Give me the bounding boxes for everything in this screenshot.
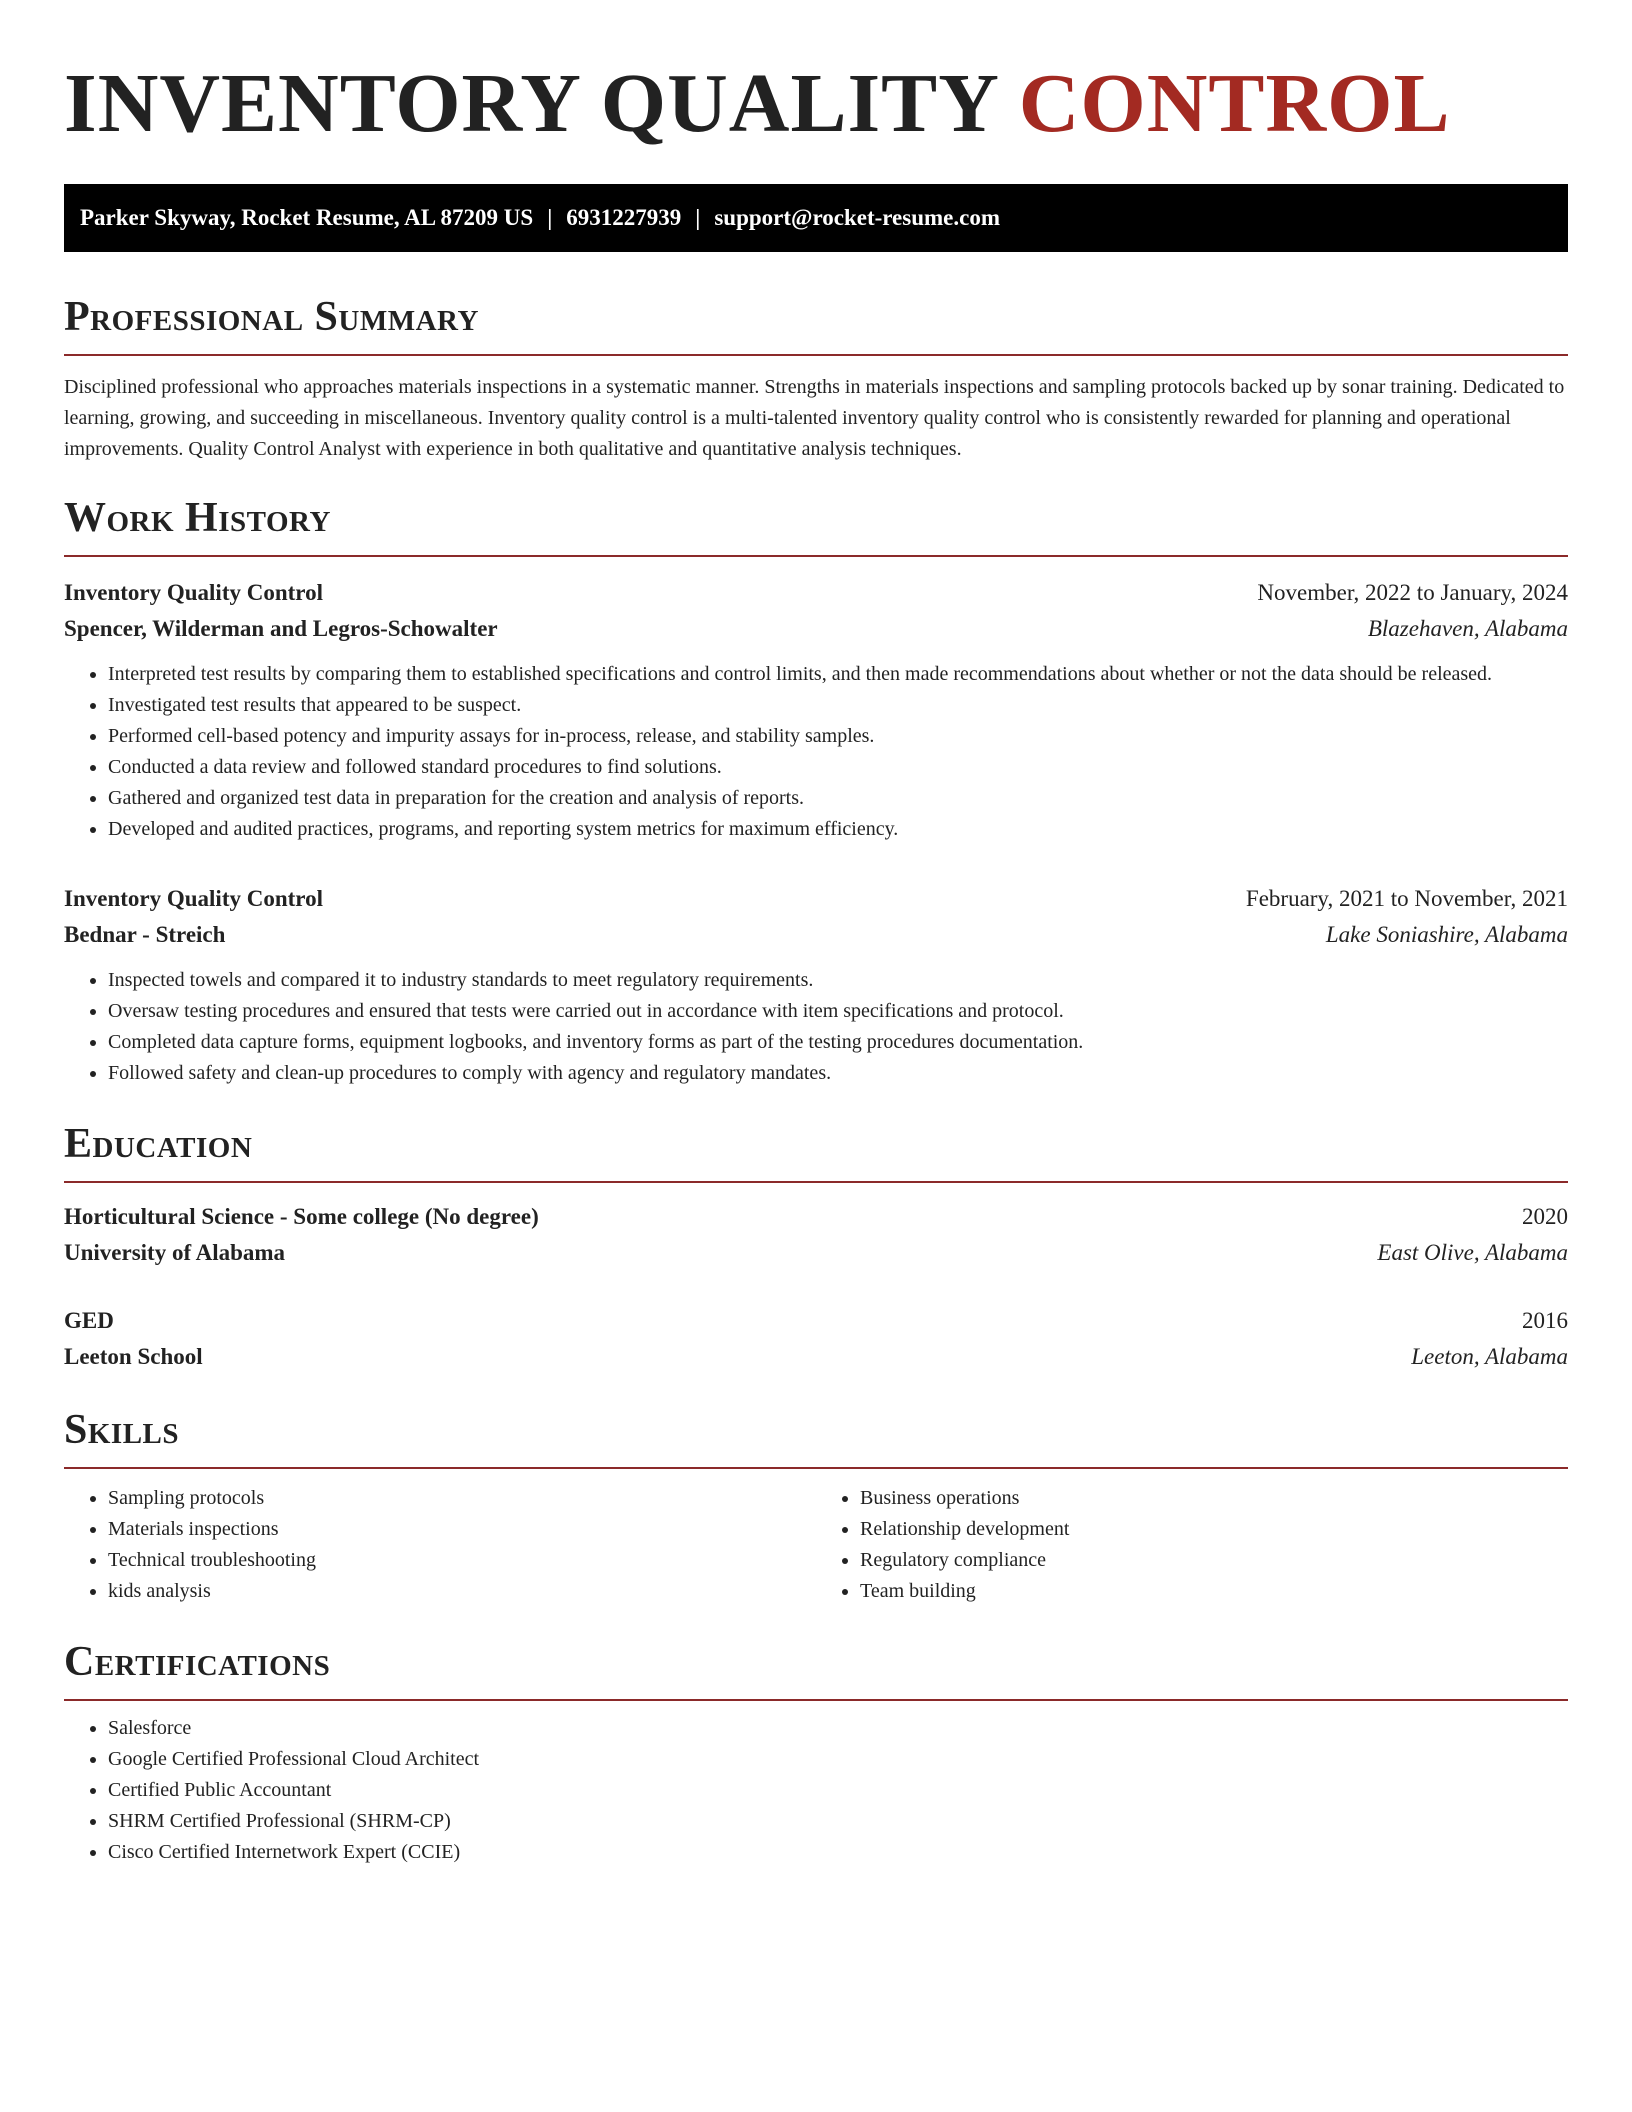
job-bullets xyxy=(64,965,1568,1089)
job-bullet: • Developed and audited practices, programs, and reporting system metrics for maximum efficiency. xyxy=(108,814,1568,845)
job-title: Inventory Quality Control xyxy=(64,886,323,911)
certification-item: • Salesforce xyxy=(108,1713,1568,1744)
job-company-row xyxy=(64,917,1568,953)
education-degree-row xyxy=(64,1199,1568,1235)
skill-item: • Regulatory compliance xyxy=(860,1545,1568,1576)
education-school: University of Alabama xyxy=(64,1240,286,1265)
contact-email: support@rocket-resume.com xyxy=(714,205,1000,230)
job-dates: November, 2022 to January, 2024 xyxy=(1257,580,1568,605)
summary-text: Disciplined professional who approaches materials inspections in a systematic manner. Strengths in materials inspections and sampling protocols backed up by sonar training. Dedicated to learning, growing, and succeeding in miscellaneous. Inventory quality control is a multi-talented inventory quality control who is consistently rewarded for planning and operational improvements. Quality Control Analyst with experience in both qualitative and quantitative analysis techniques. xyxy=(64,376,1565,460)
job-company: Bednar - Streich xyxy=(64,922,226,947)
contact-bar xyxy=(64,184,1568,252)
section-heading-skills: Skills xyxy=(64,1405,1568,1469)
resume-title xyxy=(64,0,1568,152)
education-school: Leeton School xyxy=(64,1344,203,1369)
education-degree-row xyxy=(64,1303,1568,1339)
education-school-row xyxy=(64,1235,1568,1271)
education-degree: GED xyxy=(64,1308,114,1333)
skills-column-left xyxy=(64,1483,816,1607)
skills-column-right xyxy=(816,1483,1568,1607)
contact-phone: 6931227939 xyxy=(566,205,682,230)
section-heading-work: Work History xyxy=(64,493,1568,557)
job-company-row xyxy=(64,611,1568,647)
contact-address: Parker Skyway, Rocket Resume, AL 87209 US xyxy=(80,205,534,230)
section-heading-summary: Professional Summary xyxy=(64,292,1568,356)
job-title: Inventory Quality Control xyxy=(64,580,323,605)
job-bullet: • Inspected towels and compared it to industry standards to meet regulatory requirements. xyxy=(108,965,1568,996)
job-bullet: • Gathered and organized test data in preparation for the creation and analysis of reports. xyxy=(108,783,1568,814)
education-year: 2016 xyxy=(1522,1308,1568,1333)
skill-item: • Team building xyxy=(860,1576,1568,1607)
section-heading-certifications: Certifications xyxy=(64,1637,1568,1701)
job-header-row xyxy=(64,575,1568,611)
skill-item: • Technical troubleshooting xyxy=(108,1545,816,1576)
skill-item: • Business operations xyxy=(860,1483,1568,1514)
skill-item: • Relationship development xyxy=(860,1514,1568,1545)
contact-separator: | xyxy=(695,205,701,230)
job-bullet: • Interpreted test results by comparing them to established specifications and control limits, and then made recommendations about whether or not the data should be released. xyxy=(108,659,1568,690)
skill-item: • kids analysis xyxy=(108,1576,816,1607)
education-entry xyxy=(64,1199,1568,1271)
work-history-section xyxy=(64,493,1568,1089)
certification-item: • Cisco Certified Internetwork Expert (CCIE) xyxy=(108,1837,1568,1868)
skill-item: • Sampling protocols xyxy=(108,1483,816,1514)
job-bullet: • Investigated test results that appeared to be suspect. xyxy=(108,690,1568,721)
job-company: Spencer, Wilderman and Legros-Schowalter xyxy=(64,616,498,641)
education-school-row xyxy=(64,1339,1568,1375)
job-location: Lake Soniashire, Alabama xyxy=(1325,922,1568,947)
job-bullets xyxy=(64,659,1568,845)
title-main: INVENTORY QUALITY xyxy=(64,57,997,150)
job-entry xyxy=(64,575,1568,845)
certifications-list xyxy=(64,1713,1568,1868)
education-section xyxy=(64,1119,1568,1375)
job-bullet: • Followed safety and clean-up procedures to comply with agency and regulatory mandates. xyxy=(108,1058,1568,1089)
contact-separator: | xyxy=(547,205,553,230)
education-entry xyxy=(64,1303,1568,1375)
job-header-row xyxy=(64,881,1568,917)
certification-item: • SHRM Certified Professional (SHRM-CP) xyxy=(108,1806,1568,1837)
job-bullet: • Completed data capture forms, equipment logbooks, and inventory forms as part of the testing procedures documentation. xyxy=(108,1027,1568,1058)
certification-item: • Certified Public Accountant xyxy=(108,1775,1568,1806)
job-bullet: • Conducted a data review and followed standard procedures to find solutions. xyxy=(108,752,1568,783)
job-bullet: • Oversaw testing procedures and ensured that tests were carried out in accordance with item specifications and protocol. xyxy=(108,996,1568,1027)
skills-section xyxy=(64,1405,1568,1607)
job-entry xyxy=(64,881,1568,1089)
certifications-section xyxy=(64,1637,1568,1868)
education-location: Leeton, Alabama xyxy=(1411,1344,1568,1369)
title-accent: CONTROL xyxy=(1018,57,1451,150)
skills-grid xyxy=(64,1483,1568,1607)
certification-item: • Google Certified Professional Cloud Architect xyxy=(108,1744,1568,1775)
section-heading-education: Education xyxy=(64,1119,1568,1183)
job-location: Blazehaven, Alabama xyxy=(1367,616,1568,641)
skill-item: • Materials inspections xyxy=(108,1514,816,1545)
education-degree: Horticultural Science - Some college (No degree) xyxy=(64,1204,539,1229)
job-bullet: • Performed cell-based potency and impurity assays for in-process, release, and stability samples. xyxy=(108,721,1568,752)
job-dates: February, 2021 to November, 2021 xyxy=(1245,886,1568,911)
professional-summary-section xyxy=(64,292,1568,465)
education-location: East Olive, Alabama xyxy=(1377,1240,1568,1265)
education-year: 2020 xyxy=(1522,1204,1568,1229)
